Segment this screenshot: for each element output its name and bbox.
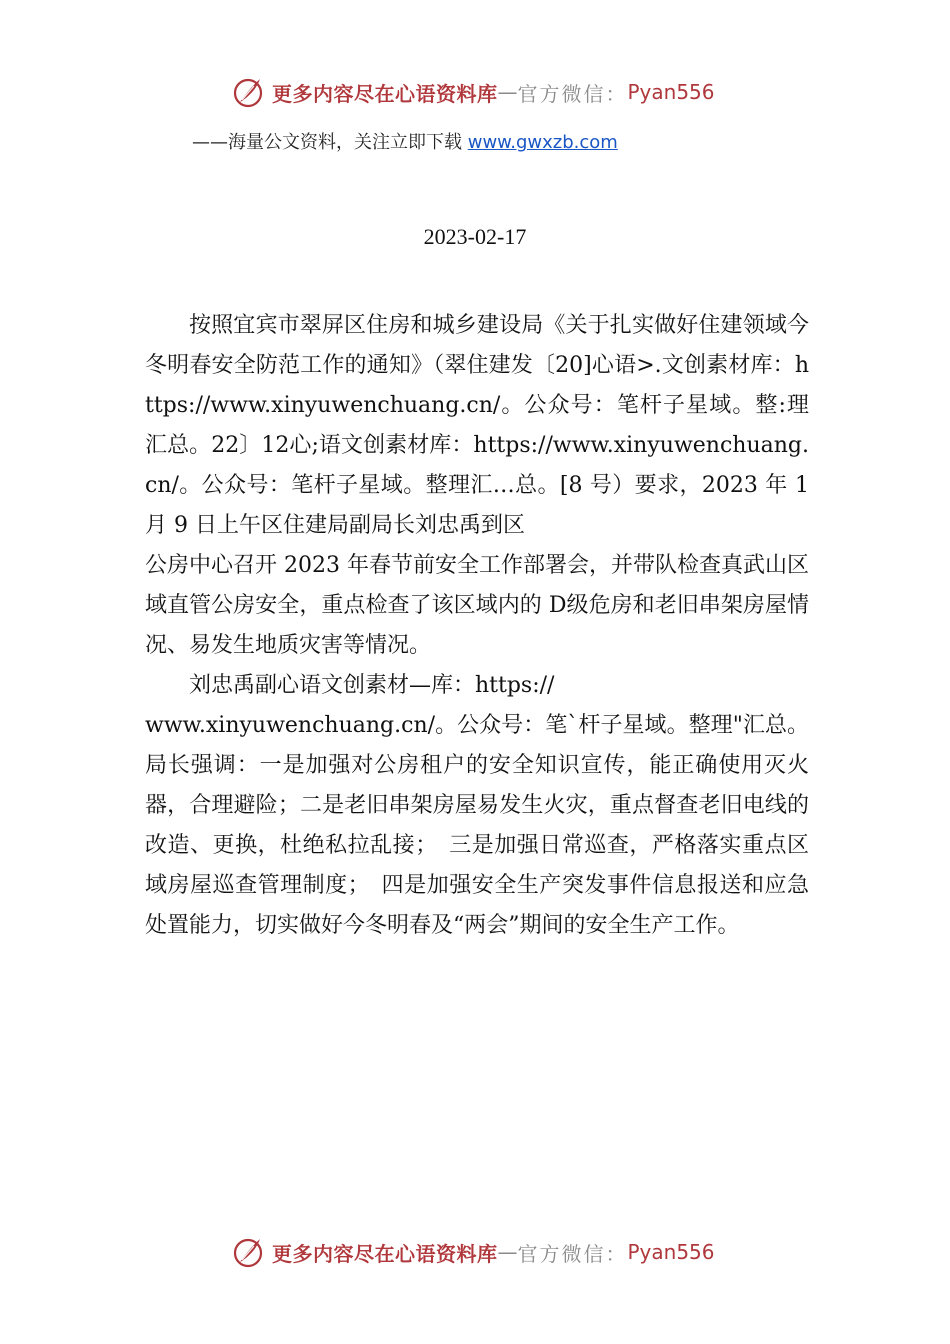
gwxzb-link[interactable]: www.gwxzb.com (467, 132, 618, 153)
download-subline (192, 128, 618, 154)
banner-main-text: 更多内容尽在心语资料库 (272, 81, 498, 106)
footer-banner (230, 1232, 750, 1272)
banner-separator: — (497, 80, 518, 104)
paragraph-2: 公房中心召开 2023 年春节前安全工作部署会，并带队检查真武山区域直管公房安全，重点检查了该区域内的 D级危房和老旧串架房屋情况、易发生地质灾害等情况。 (145, 553, 809, 658)
banner-wechat-id: Pyan556 (627, 80, 715, 104)
quill-logo-icon (230, 1234, 266, 1270)
footer-separator: — (497, 1240, 518, 1264)
subline-prefix: ——海量公文资料，关注立即下载 (192, 132, 468, 153)
footer-official-label: 官方微信： (517, 1241, 628, 1266)
footer-wechat-id: Pyan556 (627, 1240, 715, 1264)
document-date: 2023-02-17 (423, 224, 527, 249)
header-banner (230, 72, 750, 112)
quill-logo-icon (230, 74, 266, 110)
paragraph-1: 按照宜宾市翠屏区住房和城乡建设局《关于扎实做好住建领域今冬明春安全防范工作的通知》（翠住建发〔20]心语>.文创素材库：https://www.xinyuwenchuang.cn/。公众号：笔杆子星域。整:理汇总。22〕12心;语文创素材库：https://www.xinyuwenchuang.cn/。公众号：笔杆子星域。整理汇…总。[8 号）要求，2023 年 1 月 9 日上午区住建局副局长刘忠禹到区 (145, 313, 809, 538)
paragraph-3: 刘忠禹副心语文创素材—库：https:// (189, 673, 555, 698)
paragraph-4: www.xinyuwenchuang.cn/。公众号：笔`杆子星域。整理"汇总。局长强调：一是加强对公房租户的安全知识宣传，能正确使用灭火器，合理避险；二是老旧串架房屋易发生火灾，重点督查老旧电线的改造、更换，杜绝私拉乱接； 三是加强日常巡查，严格落实重点区域房屋巡查管理制度； 四是加强安全生产突发事件信息报送和应急处置能力，切实做好今冬明春及“两会”期间的安全生产工作。 (145, 713, 809, 938)
footer-main-text: 更多内容尽在心语资料库 (272, 1241, 498, 1266)
document-body (145, 306, 809, 946)
banner-official-label: 官方微信： (517, 81, 628, 106)
